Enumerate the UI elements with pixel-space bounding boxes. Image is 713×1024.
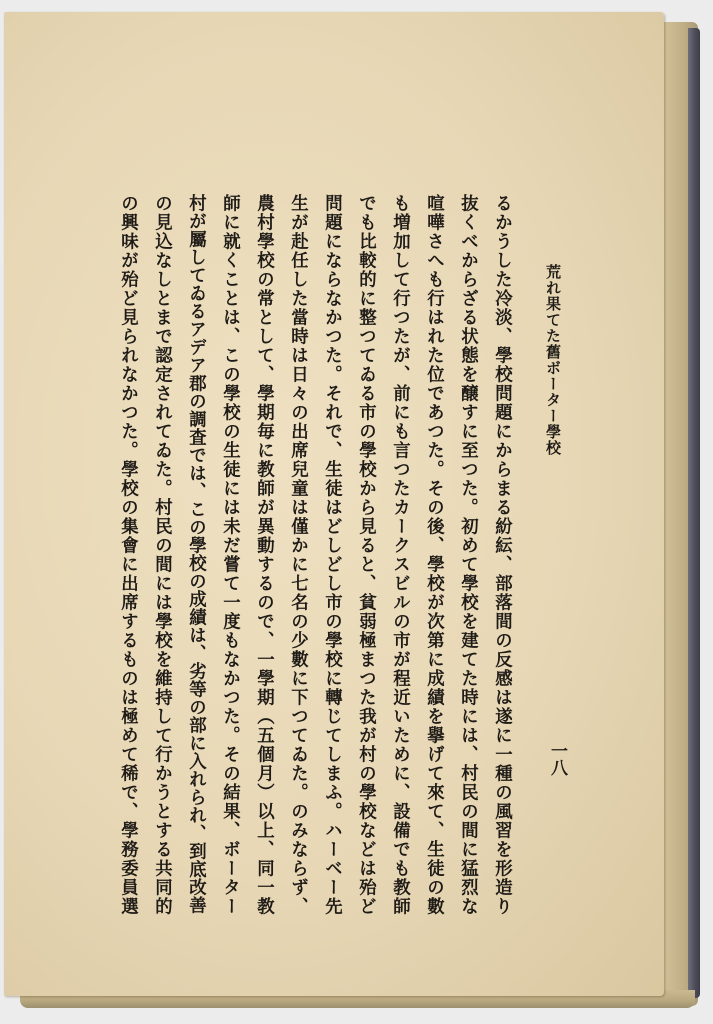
text-line: 生が赴任した當時は日々の出席兒童は僅かに七名の少數に下つてゐた。のみならず、 <box>287 194 308 916</box>
book-cover-edge <box>688 28 700 998</box>
text-line: 抜くべからざる状態を醸すに至つた。初めて學校を建てた時には、村民の間に猛烈な <box>457 194 478 916</box>
text-line: 師に就くことは、この學校の生徒には未だ嘗て一度もなかつた。その結果、ボーター <box>219 194 240 916</box>
book-page <box>4 12 664 996</box>
page-number: 一八 <box>547 742 567 776</box>
text-line: 村が屬してゐるアデア郡の調査では、この學校の成績は、劣等の部に入れられ、到底改善 <box>185 194 206 914</box>
text-line: の興味が殆ど見られなかつた。學校の集會に出席するものは極めて稀で、學務委員選 <box>117 194 138 916</box>
text-line: 農村學校の常として、學期毎に教師が異動するので、一學期（五個月）以上、同一教 <box>253 194 274 916</box>
text-line: でも比較的に整つてゐる市の學校から見ると、貧弱極まつた我が村の學校などは殆ど <box>355 194 376 916</box>
text-line: るかうした冷淡、學校問題にからまる紛紜、部落間の反感は遂に一種の風習を形造り <box>491 194 512 916</box>
text-line: も増加して行つたが、前にも言つたカークスビルの市が程近いために、設備でも教師 <box>389 194 410 916</box>
text-line: 喧嘩さへも行はれた位であつた。その後、學校が次第に成績を擧げて來て、生徒の數 <box>423 194 444 916</box>
text-line: 問題にならなかつた。それで、生徒はどしどし市の學校に轉じてしまふ。ハーベー先 <box>321 194 342 916</box>
text-line: の見込なしとまで認定されてゐた。村民の間には學校を維持して行かうとする共同的 <box>151 194 172 916</box>
running-head: 荒れ果てた舊ボーター學校 <box>544 264 562 456</box>
